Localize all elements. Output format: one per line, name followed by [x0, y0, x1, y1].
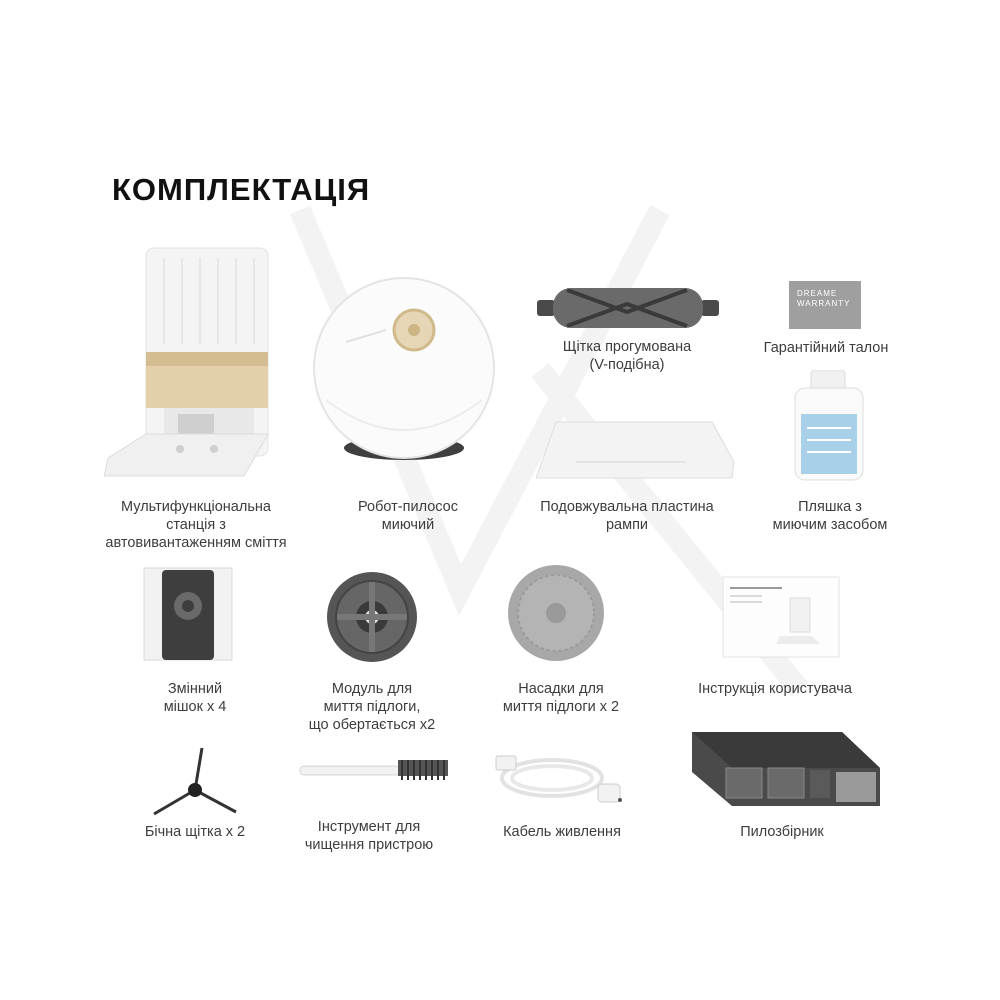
dustbin-icon — [692, 728, 880, 816]
dust-bag-icon — [140, 566, 236, 662]
page-title: КОМПЛЕКТАЦІЯ — [112, 172, 371, 207]
mop-module-icon — [325, 570, 419, 664]
tool-caption: Інструмент для чищення пристрою — [304, 819, 434, 853]
ramp-plate — [536, 416, 736, 484]
side-brush — [152, 746, 238, 818]
ramp-plate-icon — [536, 416, 736, 484]
dustbin-caption: Пилозбірник — [740, 824, 824, 840]
robot-vacuum-icon — [306, 270, 506, 470]
power-cable — [494, 742, 630, 808]
mop-pad — [506, 563, 606, 663]
cleaning-tool-icon — [298, 754, 452, 786]
docking-station — [104, 244, 274, 482]
warranty-card — [789, 281, 861, 329]
robot-caption: Робот-пилосос миючий — [358, 499, 458, 533]
user-manual-icon — [722, 576, 840, 658]
docking-station-icon — [104, 244, 274, 482]
rubber-brush — [537, 282, 719, 334]
mop-module-caption: Модуль для миття підлоги, що обертається х2 — [308, 681, 436, 733]
detergent-bottle-icon — [793, 370, 865, 482]
brush-caption: Щітка прогумована (V-подібна) — [562, 339, 692, 373]
user-manual — [722, 576, 840, 658]
dustbin — [692, 728, 880, 816]
ramp-caption: Подовжувальна пластина рампи — [540, 499, 714, 533]
power-cable-icon — [494, 742, 630, 808]
manual-caption: Інструкція користувача — [698, 681, 852, 697]
mop-pad-icon — [506, 563, 606, 663]
rubber-brush-icon — [537, 282, 719, 334]
station-caption: Мультифункціональна станція з автовивантаженням сміття — [105, 499, 287, 551]
cable-caption: Кабель живлення — [503, 824, 621, 840]
robot-vacuum — [306, 270, 506, 470]
cleaning-tool — [298, 754, 452, 786]
warranty-card-icon: DREAME WARRANTY — [797, 289, 851, 308]
mop-module — [325, 570, 419, 664]
bag-caption: Змінний мішок х 4 — [163, 681, 227, 715]
mop-pads-caption: Насадки для миття підлоги х 2 — [502, 681, 620, 715]
dust-bag — [140, 566, 236, 662]
warranty-caption: Гарантійний талон — [763, 340, 889, 356]
side-brush-icon — [152, 746, 238, 818]
side-brush-caption: Бічна щітка х 2 — [144, 824, 246, 840]
detergent-bottle — [793, 370, 865, 482]
bottle-caption: Пляшка з миючим засобом — [772, 499, 888, 533]
